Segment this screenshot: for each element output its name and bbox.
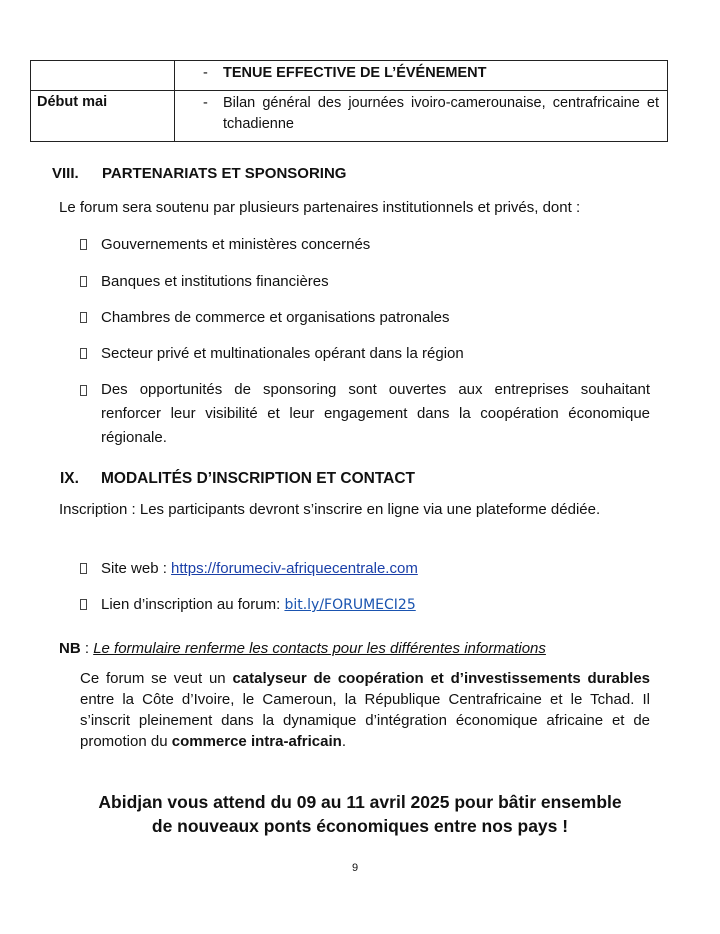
registration-label: Lien d’inscription au forum: xyxy=(101,596,285,613)
dash-marker: - xyxy=(203,95,208,111)
schedule-date: Début mai xyxy=(37,94,108,110)
bullet-box-icon xyxy=(80,385,87,396)
schedule-table xyxy=(30,60,668,142)
site-label: Site web : xyxy=(101,560,172,577)
nb-text: Le formulaire renferme les contacts pour les différentes informations xyxy=(93,640,546,657)
section-heading-ix xyxy=(60,470,415,488)
bullet-box-icon xyxy=(80,276,87,287)
list-item: Chambres de commerce et organisations patronales xyxy=(80,305,650,331)
bullet-box-icon xyxy=(80,312,87,323)
closing-statement xyxy=(40,790,680,838)
closing-line: Abidjan vous attend du 09 au 11 avril 2025 pour bâtir ensemble xyxy=(98,792,622,812)
website-link[interactable]: https://forumeciv-afriquecentrale.com xyxy=(171,560,418,577)
bullet-box-icon xyxy=(80,239,87,250)
section-intro: Le forum sera soutenu par plusieurs partenaires institutionnels et privés, dont : xyxy=(59,199,581,216)
section-title: MODALITÉS D’INSCRIPTION ET CONTACT xyxy=(101,470,416,487)
list-item: Banques et institutions financières xyxy=(80,269,650,295)
list-item xyxy=(80,556,650,582)
list-item: Des opportunités de sponsoring sont ouvertes aux entreprises souhaitant renforcer leur visibilité et leur engagement dans la coopération économique régionale. xyxy=(80,378,650,450)
nb-separator: : xyxy=(80,640,94,657)
schedule-activity: TENUE EFFECTIVE DE L’ÉVÉNEMENT xyxy=(223,65,487,81)
section-number: VIII. xyxy=(52,165,79,182)
nb-note xyxy=(59,639,659,659)
schedule-activity-cell xyxy=(175,91,668,142)
list-item: Secteur privé et multinationales opérant dans la région xyxy=(80,341,650,367)
list-item xyxy=(80,592,650,618)
section-title: PARTENARIATS ET SPONSORING xyxy=(102,165,347,182)
section-number: IX. xyxy=(60,470,79,487)
bullet-box-icon xyxy=(80,563,87,574)
dash-marker: - xyxy=(203,65,208,81)
schedule-date-cell xyxy=(31,61,175,91)
closing-line: de nouveaux ponts économiques entre nos pays ! xyxy=(151,816,569,836)
schedule-activity-cell xyxy=(175,61,668,91)
registration-intro: Inscription : Les participants devront s’inscrire en ligne via une plateforme dédiée. xyxy=(59,501,601,518)
summary-paragraph: Ce forum se veut un catalyseur de coopération et d’investissements durables entre la Côte d’Ivoire, le Cameroun, la République Centrafricaine et le Tchad. Il s’inscrit pleinement dans la dynamique d’intégration économique africaine et de promotion du commerce intra-africain. xyxy=(80,670,651,750)
list-item: Gouvernements et ministères concernés xyxy=(80,232,650,258)
schedule-activity: Bilan général des journées ivoiro-camerounaise, centrafricaine et tchadienne xyxy=(223,95,659,132)
schedule-row xyxy=(31,91,668,142)
bullet-box-icon xyxy=(80,599,87,610)
page-number: 9 xyxy=(351,862,359,874)
schedule-row xyxy=(31,61,668,91)
schedule-date xyxy=(31,61,174,67)
section-heading-viii xyxy=(52,165,346,182)
nb-label: NB xyxy=(59,640,81,657)
registration-link[interactable]: bit.ly/FORUMECI25 xyxy=(284,597,416,613)
bullet-box-icon xyxy=(80,348,87,359)
schedule-date-cell xyxy=(31,91,175,142)
